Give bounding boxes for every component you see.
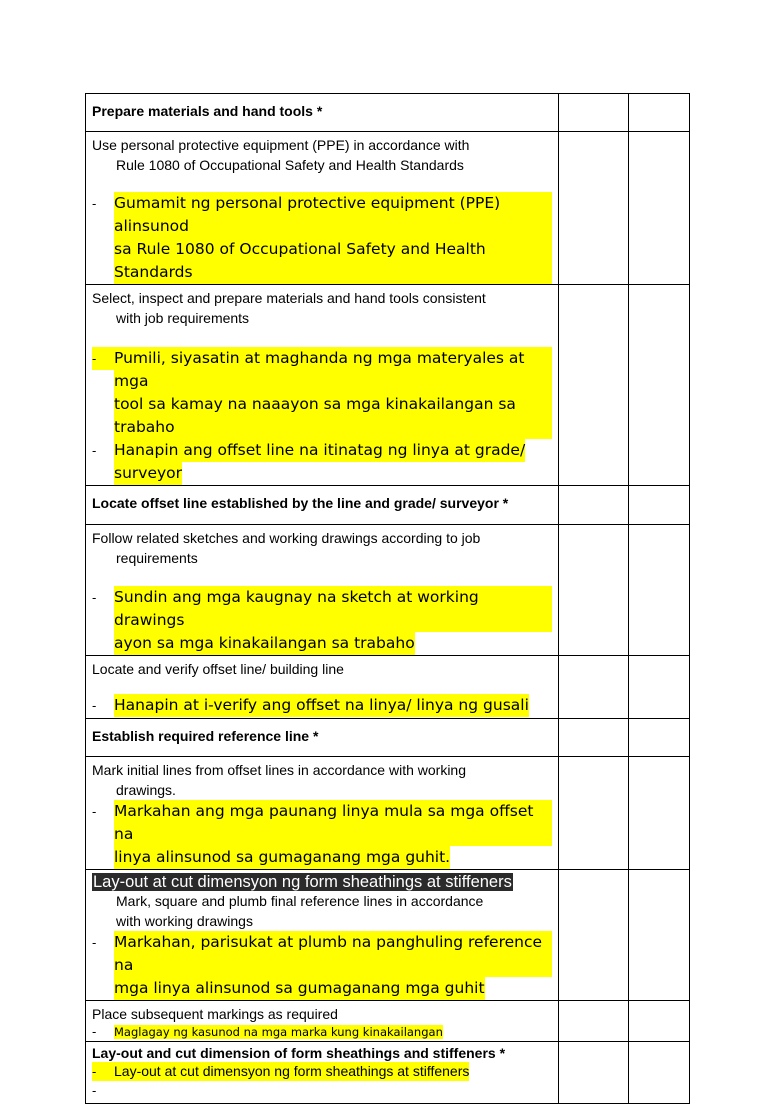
table-row	[86, 656, 690, 719]
table-row	[86, 719, 690, 757]
checkbox-cell[interactable]	[629, 757, 690, 870]
table-row	[86, 870, 690, 1001]
translation-line: ayon sa mga kinakailangan sa trabaho	[92, 632, 552, 655]
checkbox-cell[interactable]	[629, 94, 690, 132]
table-row	[86, 94, 690, 132]
criterion-text: Mark, square and plumb final reference lines in accordance with working drawings	[116, 893, 484, 929]
checkbox-cell[interactable]	[559, 1001, 629, 1042]
checkbox-cell[interactable]	[629, 1001, 690, 1042]
competency-checklist-table	[85, 93, 690, 1104]
translation-line: - Maglagay ng kasunod na mga marka kung kinakailangan	[92, 1024, 443, 1039]
section-heading: Prepare materials and hand tools *	[92, 103, 323, 119]
section-heading: Locate offset line established by the line and grade/ surveyor *	[92, 495, 509, 511]
table-row	[86, 1042, 690, 1104]
section-heading: Establish required reference line *	[92, 728, 319, 744]
criterion-text: Locate and verify offset line/ building line	[92, 661, 344, 677]
table-row	[86, 486, 690, 525]
translation-line: - Pumili, siyasatin at maghanda ng mga materyales at mga	[92, 347, 552, 393]
criterion-text: Use personal protective equipment (PPE) in accordance with Rule 1080 of Occupational Safety and Health Standards	[92, 137, 470, 173]
criterion-text: Follow related sketches and working drawings according to job requirements	[92, 530, 481, 566]
checkbox-cell[interactable]	[559, 656, 629, 719]
section-heading: Lay-out and cut dimension of form sheathings and stiffeners *	[92, 1045, 506, 1061]
translation-line: surveyor	[92, 462, 552, 485]
checkbox-cell[interactable]	[629, 870, 690, 1001]
translation-line: sa Rule 1080 of Occupational Safety and Health Standards	[92, 238, 552, 284]
translation-line: mga linya alinsunod sa gumaganang mga guhit	[92, 977, 552, 1000]
checkbox-cell[interactable]	[559, 525, 629, 656]
translation-line: - Markahan, parisukat at plumb na panghuling reference na	[92, 931, 552, 977]
checkbox-cell[interactable]	[559, 870, 629, 1001]
table-row	[86, 1001, 690, 1042]
checkbox-cell[interactable]	[629, 525, 690, 656]
translation-line: - Hanapin ang offset line na itinatag ng linya at grade/	[92, 439, 552, 462]
checkbox-cell[interactable]	[629, 285, 690, 486]
table-row	[86, 132, 690, 285]
checkbox-cell[interactable]	[559, 1042, 629, 1104]
criterion-text: Select, inspect and prepare materials and hand tools consistent with job requirements	[92, 290, 486, 326]
checkbox-cell[interactable]	[629, 1042, 690, 1104]
translation-line: - Hanapin at i-verify ang offset na linya/ linya ng gusali	[92, 694, 552, 717]
translation-line: - Markahan ang mga paunang linya mula sa mga offset na	[92, 800, 552, 846]
checkbox-cell[interactable]	[559, 94, 629, 132]
checkbox-cell[interactable]	[629, 719, 690, 757]
translation-line: linya alinsunod sa gumaganang mga guhit.	[92, 846, 552, 869]
checkbox-cell[interactable]	[559, 486, 629, 525]
checkbox-cell[interactable]	[629, 486, 690, 525]
translation-line: - Gumamit ng personal protective equipment (PPE) alinsunod	[92, 192, 552, 238]
checkbox-cell[interactable]	[559, 285, 629, 486]
table-row	[86, 285, 690, 486]
translation-line: - Sundin ang mga kaugnay na sketch at working drawings	[92, 586, 552, 632]
translation-line: tool sa kamay na naaayon sa mga kinakailangan sa trabaho	[92, 393, 552, 439]
checkbox-cell[interactable]	[559, 132, 629, 285]
checkbox-cell[interactable]	[629, 132, 690, 285]
trailing-dash: -	[92, 1083, 97, 1098]
table-row	[86, 757, 690, 870]
checkbox-cell[interactable]	[559, 719, 629, 757]
translation-line: - Lay-out at cut dimensyon ng form sheathings at stiffeners	[92, 1063, 470, 1079]
checkbox-cell[interactable]	[629, 656, 690, 719]
criterion-text: Place subsequent markings as required	[92, 1006, 338, 1022]
criterion-text: Mark initial lines from offset lines in accordance with working drawings.	[92, 762, 467, 798]
checkbox-cell[interactable]	[559, 757, 629, 870]
translated-heading: Lay-out at cut dimensyon ng form sheathings at stiffeners	[93, 873, 512, 891]
table-row	[86, 525, 690, 656]
